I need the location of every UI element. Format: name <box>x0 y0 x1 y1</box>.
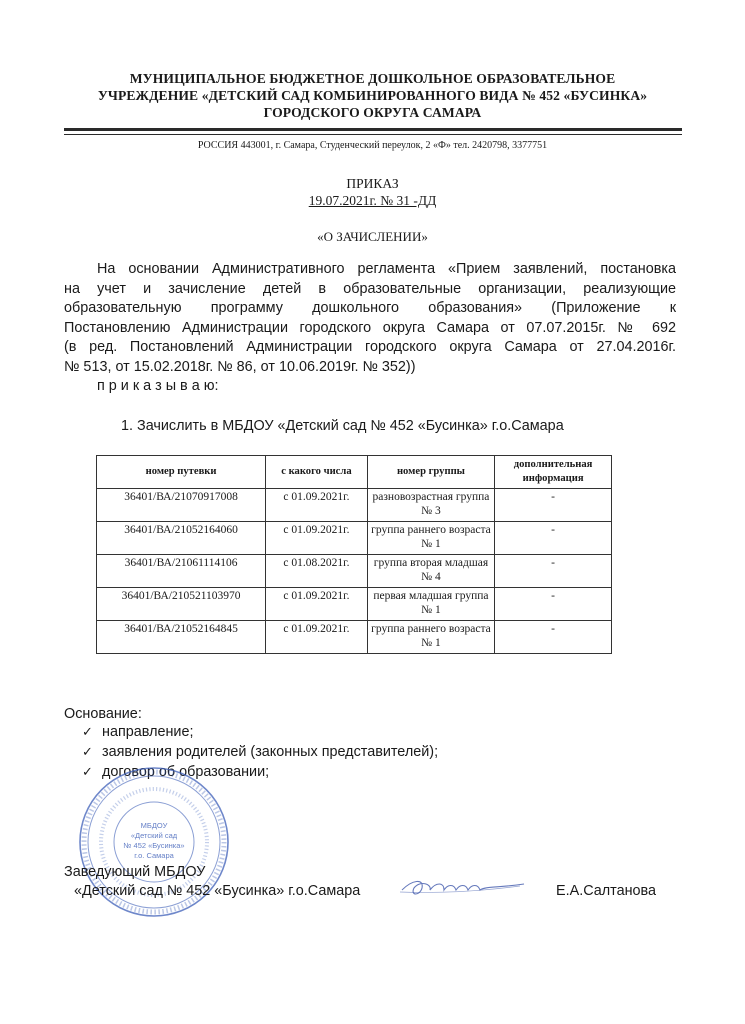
basis-label: Основание: <box>64 706 142 722</box>
cell-voucher: 36401/ВА/21052164060 <box>97 522 266 555</box>
cell-date: с 01.08.2021г. <box>266 555 368 588</box>
cell-info: - <box>495 621 612 654</box>
check-icon: ✓ <box>82 744 93 759</box>
basis-item-text: заявления родителей (законных представителей); <box>102 744 439 760</box>
order-title: ПРИКАЗ <box>346 176 399 191</box>
table-row <box>97 588 612 621</box>
order-word: п р и к а з ы в а ю: <box>97 378 219 394</box>
cell-date: с 01.09.2021г. <box>266 588 368 621</box>
header-voucher-number: номер путевки <box>97 456 266 489</box>
table-row <box>97 621 612 654</box>
header-rule-thin <box>64 134 682 135</box>
organization-title <box>60 70 685 121</box>
cell-info: - <box>495 588 612 621</box>
cell-info: - <box>495 522 612 555</box>
body-line-3: образовательную программу дошкольного образования» (Приложение к <box>64 300 676 316</box>
cell-voucher: 36401/ВА/210521103970 <box>97 588 266 621</box>
signer-role: Заведующий МБДОУ <box>64 864 206 880</box>
basis-item <box>82 742 438 762</box>
enroll-statement: 1. Зачислить в МБДОУ «Детский сад № 452 «Бусинка» г.о.Самара <box>121 418 564 434</box>
body-line-5: (в ред. Постановлений Администрации городского округа Самара от 27.04.2016г. <box>64 339 676 355</box>
cell-group: группа раннего возраста № 1 <box>367 522 494 555</box>
table-row <box>97 555 612 588</box>
header-group-number: номер группы <box>367 456 494 489</box>
order-number-text: 19.07.2021г. № 31 -ДД <box>308 193 437 208</box>
body-line-4: Постановлению Администрации городского округа Самара от 07.07.2015г. № 692 <box>64 319 676 336</box>
cell-group: группа вторая младшая № 4 <box>367 555 494 588</box>
basis-item <box>82 722 438 742</box>
stamp-center-line: г.о. Самара <box>134 851 174 860</box>
body-line-1: На основании Административного регламента «Прием заявлений, постановка <box>97 261 676 277</box>
cell-voucher: 36401/ВА/21070917008 <box>97 489 266 522</box>
body-line-2: на учет и зачисление детей в образовательные организации, реализующие <box>64 280 676 297</box>
order-body <box>64 260 676 397</box>
org-address: РОССИЯ 443001, г. Самара, Студенческий переулок, 2 «Ф» тел. 2420798, 3377751 <box>197 140 548 151</box>
table-row <box>97 489 612 522</box>
cell-voucher: 36401/ВА/21061114106 <box>97 555 266 588</box>
order-number <box>60 193 685 209</box>
signer-organization: «Детский сад № 452 «Бусинка» г.о.Самара <box>74 883 361 899</box>
table-header-row <box>97 456 612 489</box>
check-icon: ✓ <box>82 724 93 739</box>
cell-date: с 01.09.2021г. <box>266 621 368 654</box>
org-title-line-2: УЧРЕЖДЕНИЕ «ДЕТСКИЙ САД КОМБИНИРОВАННОГО ВИДА № 452 «БУСИНКА» <box>97 88 648 103</box>
cell-date: с 01.09.2021г. <box>266 522 368 555</box>
stamp-center-line: № 452 «Бусинка» <box>123 841 185 850</box>
enrollment-table <box>96 455 612 654</box>
handwritten-signature <box>398 866 528 906</box>
cell-info: - <box>495 489 612 522</box>
cell-voucher: 36401/ВА/21052164845 <box>97 621 266 654</box>
body-line-6: № 513, от 15.02.2018г. № 86, от 10.06.2019г. № 352)) <box>64 358 416 375</box>
header-additional-info: дополнительная информация <box>495 456 612 489</box>
cell-group: группа раннего возраста № 1 <box>367 621 494 654</box>
cell-info: - <box>495 555 612 588</box>
cell-group: разновозрастная группа № 3 <box>367 489 494 522</box>
signer-name: Е.А.Салтанова <box>556 883 657 899</box>
stamp-center-line: МБДОУ <box>140 821 168 830</box>
table-row <box>97 522 612 555</box>
basis-item-text: договор об образовании; <box>102 764 270 780</box>
header-rule-thick <box>64 128 682 131</box>
header-start-date: с какого числа <box>266 456 368 489</box>
cell-date: с 01.09.2021г. <box>266 489 368 522</box>
order-subject: «О ЗАЧИСЛЕНИИ» <box>317 229 428 244</box>
cell-group: первая младшая группа № 1 <box>367 588 494 621</box>
org-title-line-3: ГОРОДСКОГО ОКРУГА САМАРА <box>263 105 482 120</box>
basis-item-text: направление; <box>102 724 194 740</box>
stamp-center-line: «Детский сад <box>130 831 178 840</box>
check-icon: ✓ <box>82 764 93 779</box>
org-title-line-1: МУНИЦИПАЛЬНОЕ БЮДЖЕТНОЕ ДОШКОЛЬНОЕ ОБРАЗОВАТЕЛЬНОЕ <box>129 71 616 86</box>
